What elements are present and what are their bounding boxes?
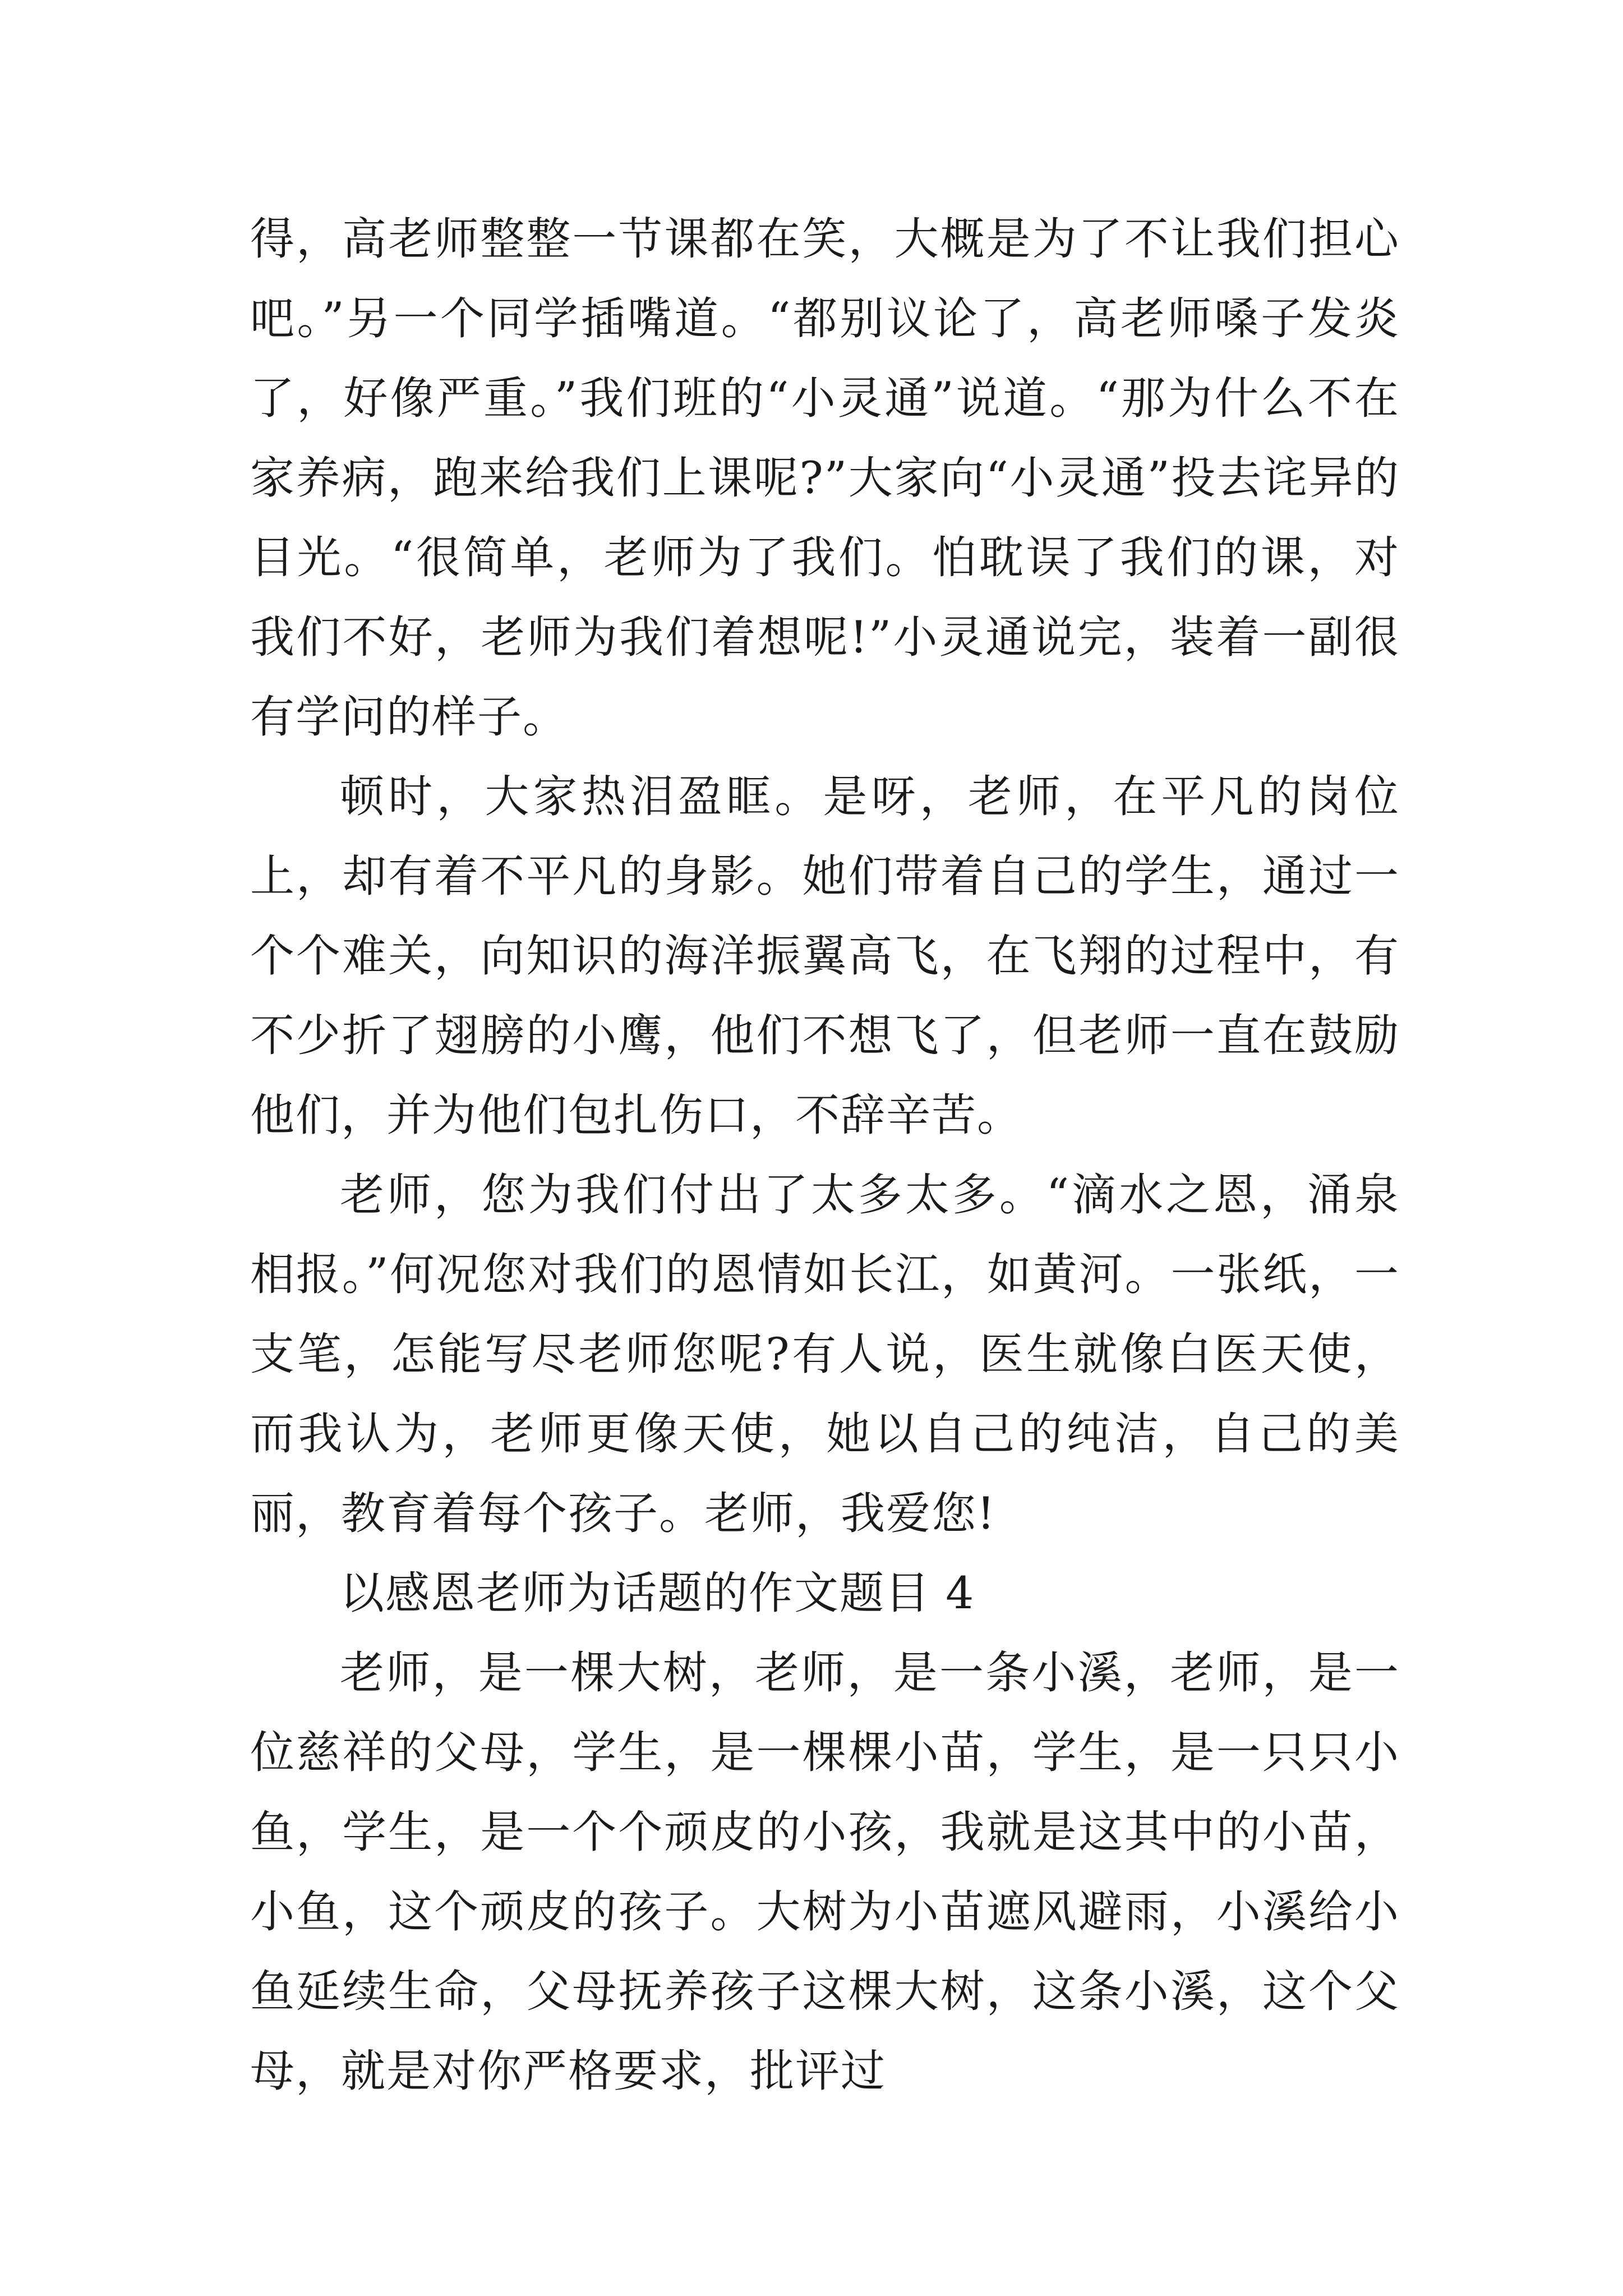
paragraph-2: 顿时，大家热泪盈眶。是呀，老师，在平凡的岗位上，却有着不平凡的身影。她们带着自己的学生，通过一个个难关，向知识的海洋振翼高飞，在飞翔的过程中，有不少折了翅膀的小鹰，他们不想飞了，但老师一直在鼓励他们，并为他们包扎伤口，不辞辛苦。 — [250, 771, 1400, 1141]
paragraph-1: 得，高老师整整一节课都在笑，大概是为了不让我们担心吧。”另一个同学插嘴道。“都别议论了，高老师嗓子发炎了，好像严重。”我们班的“小灵通”说道。“那为什么不在家养病，跑来给我们上课呢?”大家向“小灵通”投去诧异的目光。“很简单，老师为了我们。怕耽误了我们的课，对我们不好，老师为我们着想呢!”小灵通说完，装着一副很有学问的样子。 — [250, 213, 1400, 743]
paragraph-3: 老师，您为我们付出了太多太多。“滴水之恩，涌泉相报。”何况您对我们的恩情如长江，如黄河。一张纸，一支笔，怎能写尽老师您呢?有人说，医生就像白医天使，而我认为，老师更像天使，她以自己的纯洁，自己的美丽，教育着每个孩子。老师，我爱您! — [250, 1169, 1400, 1539]
paragraph-4: 老师，是一棵大树，老师，是一条小溪，老师，是一位慈祥的父母，学生，是一棵棵小苗，学生，是一只只小鱼，学生，是一个个顽皮的小孩，我就是这其中的小苗，小鱼，这个顽皮的孩子。大树为小苗遮风避雨，小溪给小鱼延续生命，父母抚养孩子这棵大树，这条小溪，这个父母，就是对你严格要求，批评过 — [250, 1647, 1400, 2097]
document-body — [250, 199, 1400, 2111]
section-heading: 以感恩老师为话题的作文题目 4 — [340, 1567, 975, 1619]
